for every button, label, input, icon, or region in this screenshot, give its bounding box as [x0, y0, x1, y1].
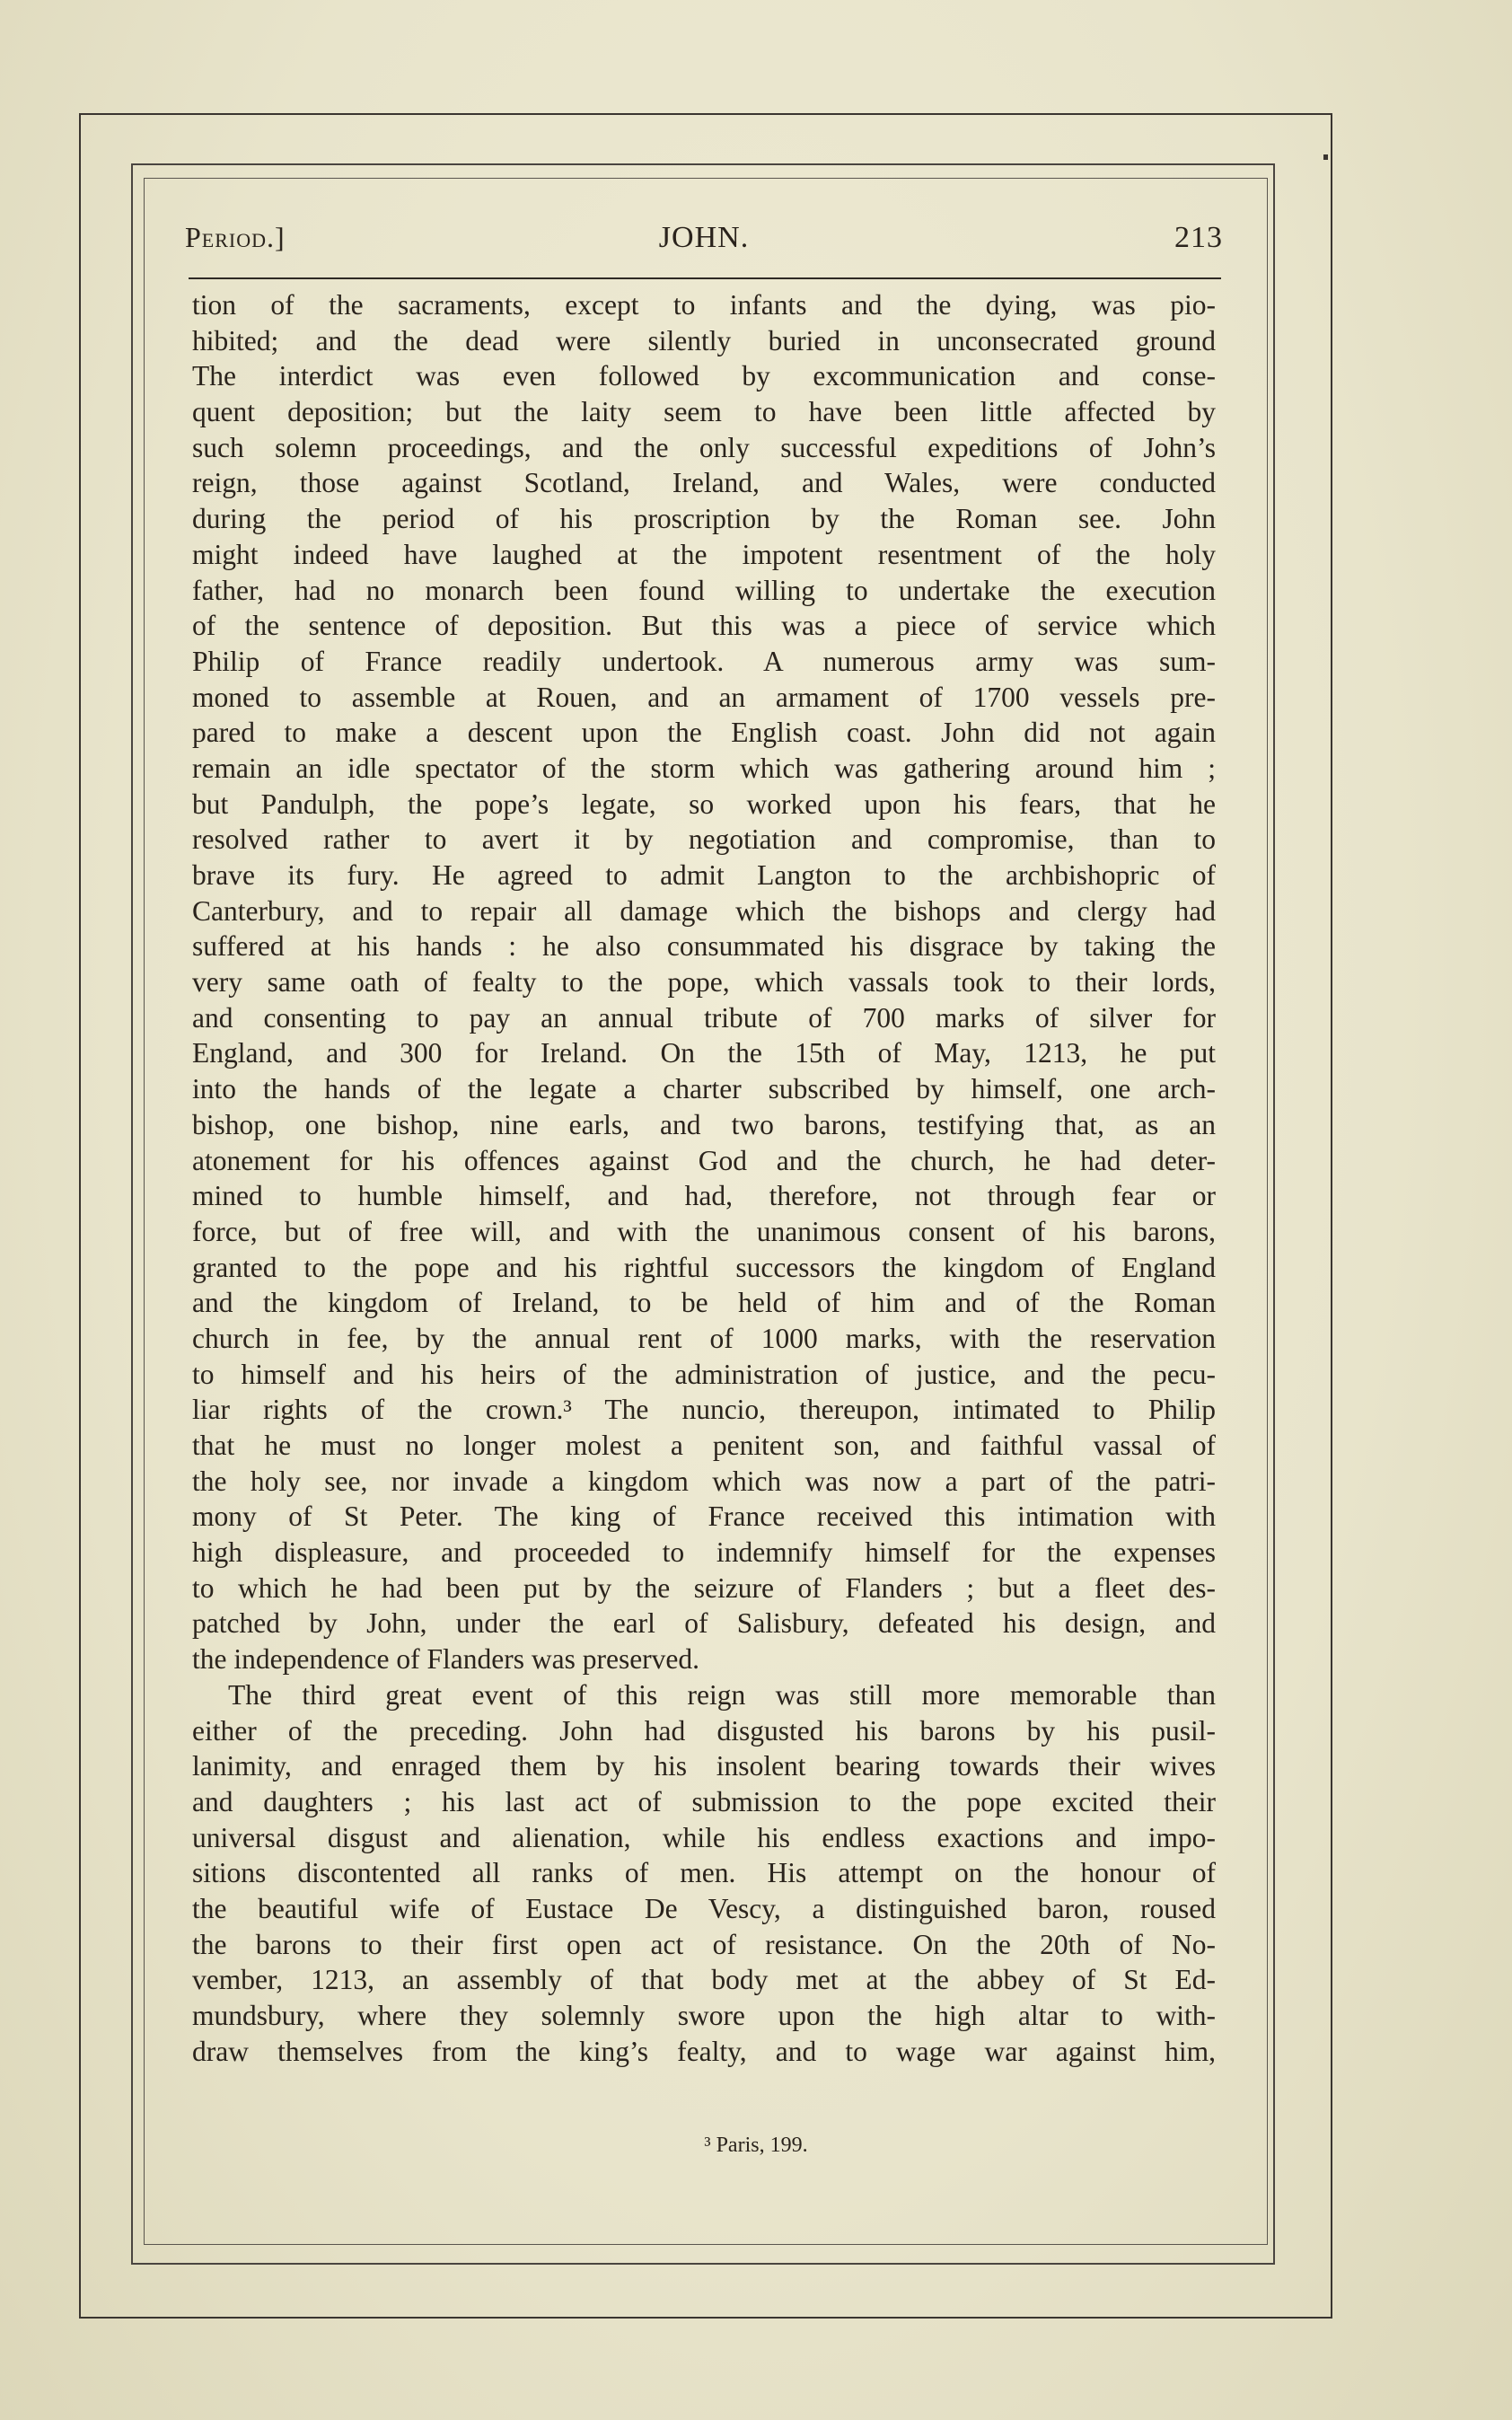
text-line: of the sentence of deposition. But this was a piece of service which [192, 610, 1216, 642]
text-line: hibited; and the dead were silently buried in unconsecrated ground [192, 324, 1216, 356]
text-line: draw themselves from the king’s fealty, and to wage war against him, [192, 2035, 1216, 2067]
text-line: into the hands of the legate a charter subscribed by himself, one arch- [192, 1073, 1216, 1105]
text-line: and daughters ; his last act of submission to the pope excited their [192, 1785, 1216, 1817]
text-line: brave its fury. He agreed to admit Langton to the archbishopric of [192, 859, 1216, 891]
text-line: moned to assemble at Rouen, and an armament of 1700 vessels pre- [192, 681, 1216, 713]
text-line: the beautiful wife of Eustace De Vescy, a distinguished baron, roused [192, 1892, 1216, 1924]
paragraph-1 [192, 287, 1216, 1677]
text-line: to himself and his heirs of the administration of justice, and the pecu- [192, 1358, 1216, 1390]
paragraph-2 [192, 1677, 1216, 2070]
text-line: church in fee, by the annual rent of 1000 marks, with the reservation [192, 1322, 1216, 1354]
running-head [185, 221, 1223, 257]
margin-mark [1323, 154, 1328, 160]
text-line: to which he had been put by the seizure of Flanders ; but a fleet des- [192, 1571, 1216, 1604]
text-line: lanimity, and enraged them by his insolent bearing towards their wives [192, 1750, 1216, 1782]
text-line: very same oath of fealty to the pope, which vassals took to their lords, [192, 966, 1216, 999]
text-line: vember, 1213, an assembly of that body met at the abbey of St Ed- [192, 1964, 1216, 1996]
text-line: that he must no longer molest a penitent son, and faithful vassal of [192, 1430, 1216, 1461]
text-line: suffered at his hands : he also consummated his disgrace by taking the [192, 930, 1216, 963]
text-line: and the kingdom of Ireland, to be held of him and of the Roman [192, 1287, 1216, 1319]
text-line: tion of the sacraments, except to infants and the dying, was pio- [192, 289, 1216, 321]
text-line: might indeed have laughed at the impotent resentment of the holy [192, 538, 1216, 570]
text-line: quent deposition; but the laity seem to have been little affected by [192, 396, 1216, 428]
text-line: granted to the pope and his rightful successors the kingdom of England [192, 1251, 1216, 1283]
text-line: England, and 300 for Ireland. On the 15th of May, 1213, he put [192, 1037, 1216, 1069]
text-line: during the period of his proscription by the Roman see. John [192, 503, 1216, 535]
text-line: sitions discontented all ranks of men. His attempt on the honour of [192, 1857, 1216, 1889]
text-line: force, but of free will, and with the unanimous consent of his barons, [192, 1215, 1216, 1247]
text-line: The third great event of this reign was still more memorable than [228, 1678, 1216, 1711]
text-line: mundsbury, where they solemnly swore upon the high altar to with- [192, 2000, 1216, 2031]
footnote: ³ Paris, 199. [704, 2134, 808, 2157]
text-line: pared to make a descent upon the English coast. John did not again [192, 717, 1216, 749]
text-line: mined to humble himself, and had, therefore, not through fear or [192, 1180, 1216, 1212]
text-line: liar rights of the crown.³ The nuncio, thereupon, intimated to Philip [192, 1394, 1216, 1426]
text-line: the independence of Flanders was preserved. [192, 1643, 700, 1676]
text-line: reign, those against Scotland, Ireland, and Wales, were conducted [192, 467, 1216, 499]
text-line: father, had no monarch been found willing to undertake the execution [192, 574, 1216, 606]
text-line: universal disgust and alienation, while his endless exactions and impo- [192, 1821, 1216, 1853]
text-line: resolved rather to avert it by negotiation and compromise, than to [192, 823, 1216, 856]
text-line: Canterbury, and to repair all damage which the bishops and clergy had [192, 894, 1216, 927]
text-line: Philip of France readily undertook. A numerous army was sum- [192, 645, 1216, 677]
text-line: high displeasure, and proceeded to indemnify himself for the expenses [192, 1536, 1216, 1569]
text-line: but Pandulph, the pope’s legate, so worked upon his fears, that he [192, 788, 1216, 820]
text-line: either of the preceding. John had disgusted his barons by his pusil- [192, 1714, 1216, 1747]
text-line: and consenting to pay an annual tribute of 700 marks of silver for [192, 1001, 1216, 1034]
running-head-title: JOHN. [658, 221, 750, 254]
text-line: patched by John, under the earl of Salisbury, defeated his design, and [192, 1607, 1216, 1640]
text-line: The interdict was even followed by excommunication and conse- [192, 360, 1216, 392]
text-line: the barons to their first open act of resistance. On the 20th of No- [192, 1928, 1216, 1960]
running-head-section: Period.] [185, 221, 286, 253]
text-line: remain an idle spectator of the storm which was gathering around him ; [192, 752, 1216, 784]
body-text [192, 287, 1216, 2069]
text-line: mony of St Peter. The king of France received this intimation with [192, 1500, 1216, 1533]
text-line: atonement for his offences against God and the church, he had deter- [192, 1144, 1216, 1176]
text-line: such solemn proceedings, and the only successful expeditions of John’s [192, 431, 1216, 463]
text-line: bishop, one bishop, nine earls, and two barons, testifying that, as an [192, 1108, 1216, 1140]
header-rule [189, 277, 1221, 279]
text-line: the holy see, nor invade a kingdom which was now a part of the patri- [192, 1465, 1216, 1497]
page-number: 213 [1174, 221, 1223, 254]
